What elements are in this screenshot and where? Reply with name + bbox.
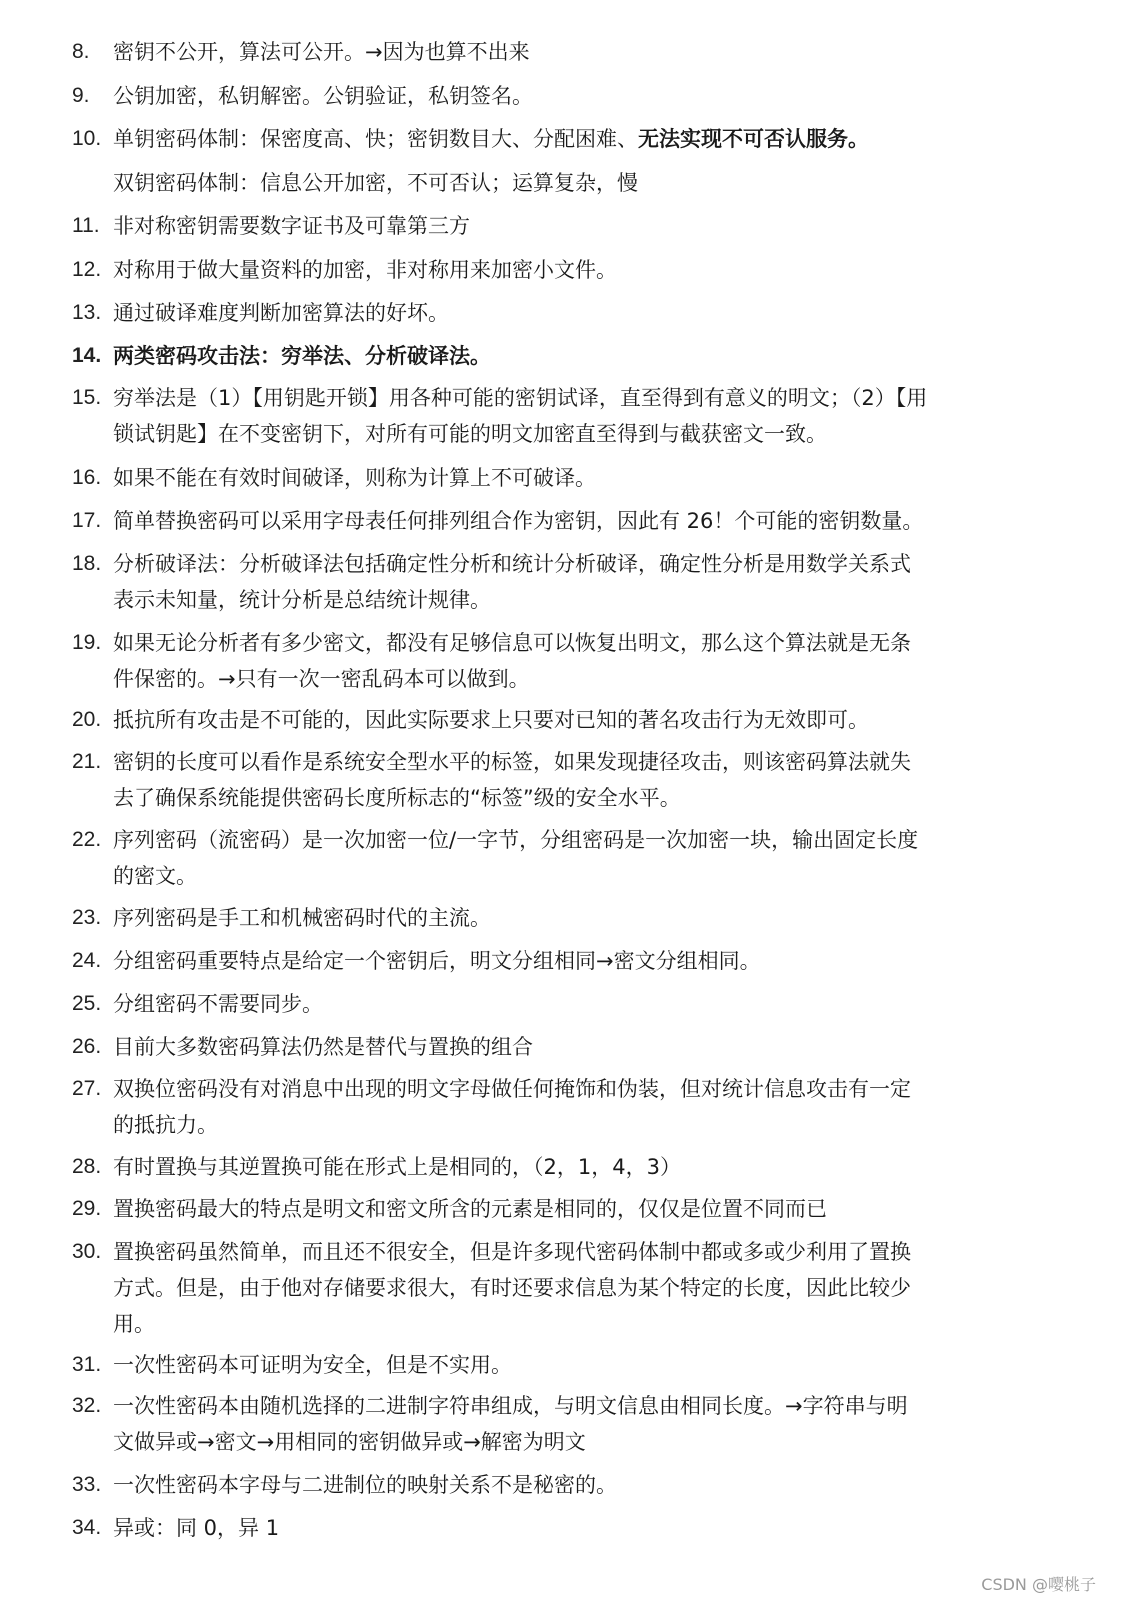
item-line: 一次性密码本可证明为安全，但是不实用。 (113, 1353, 512, 1377)
item-number: 11. (72, 214, 100, 237)
item-number: 8. (72, 40, 90, 63)
item-line (113, 127, 1013, 171)
item-text (113, 509, 1013, 545)
item-number: 25. (72, 992, 102, 1015)
item-number: 9. (72, 84, 90, 107)
item-line: 一次性密码本由随机选择的二进制字符串组成，与明文信息由相同长度。→字符串与明 (113, 1394, 908, 1418)
item-number: 14. (72, 344, 102, 367)
item-number: 24. (72, 949, 102, 972)
item-text (113, 708, 1013, 744)
item-number: 22. (72, 828, 102, 851)
item-text (113, 466, 1013, 502)
item-line: 的密文。 (113, 864, 197, 888)
item-number: 12. (72, 258, 102, 281)
item-text (113, 127, 1013, 207)
item-line: 异或：同 0，异 1 (113, 1516, 280, 1540)
item-line: 序列密码（流密码）是一次加密一位/一字节，分组密码是一次加密一块，输出固定长度 (113, 828, 919, 852)
item-line: 表示未知量，统计分析是总结统计规律。 (113, 588, 491, 612)
item-line-emphasis: 无法实现不可否认服务。 (638, 127, 869, 151)
item-text (113, 386, 1013, 458)
item-line-normal: 单钥密码体制：保密度高、快；密钥数目大、分配困难、 (113, 127, 638, 151)
item-line: 如果不能在有效时间破译，则称为计算上不可破译。 (113, 466, 596, 490)
item-text (113, 1394, 1013, 1466)
item-line: 简单替换密码可以采用字母表任何排列组合作为密钥，因此有 26！个可能的密钥数量。 (113, 509, 924, 533)
item-text (113, 1035, 1013, 1071)
item-line: 方式。但是，由于他对存储要求很大，有时还要求信息为某个特定的长度，因此比较少 (113, 1276, 911, 1300)
item-text (113, 949, 1013, 985)
watermark: CSDN @嘤桃子 (981, 1575, 1096, 1594)
item-text (113, 1240, 1013, 1348)
item-number: 18. (72, 552, 102, 575)
item-line: 用。 (113, 1312, 155, 1336)
item-line: 分组密码重要特点是给定一个密钥后，明文分组相同→密文分组相同。 (113, 949, 761, 973)
item-number: 28. (72, 1155, 102, 1178)
item-text (113, 828, 1013, 900)
item-text (113, 1473, 1013, 1509)
item-line: 置换密码最大的特点是明文和密文所含的元素是相同的，仅仅是位置不同而已 (113, 1197, 827, 1221)
item-text (113, 631, 1013, 703)
item-number: 31. (72, 1353, 102, 1376)
item-text (113, 1155, 1013, 1191)
item-text (113, 84, 1013, 120)
item-line: 对称用于做大量资料的加密，非对称用来加密小文件。 (113, 258, 617, 282)
item-line: 两类密码攻击法：穷举法、分析破译法。 (113, 344, 491, 368)
item-line: 分析破译法：分析破译法包括确定性分析和统计分析破译，确定性分析是用数学关系式 (113, 552, 911, 576)
item-number: 23. (72, 906, 102, 929)
item-line: 的抵抗力。 (113, 1113, 218, 1137)
item-line: 密钥不公开，算法可公开。→因为也算不出来 (113, 40, 530, 64)
item-text (113, 40, 1013, 76)
item-text (113, 1353, 1013, 1389)
item-text (113, 1197, 1013, 1233)
item-line: 穷举法是（1）【用钥匙开锁】用各种可能的密钥试译，直至得到有意义的明文；（2）【用 (113, 386, 928, 410)
item-text (113, 992, 1013, 1028)
item-number: 13. (72, 301, 102, 324)
item-line: 目前大多数密码算法仍然是替代与置换的组合 (113, 1035, 533, 1059)
item-line: 如果无论分析者有多少密文，都没有足够信息可以恢复出明文，那么这个算法就是无条 (113, 631, 911, 655)
item-number: 27. (72, 1077, 102, 1100)
item-line: 抵抗所有攻击是不可能的，因此实际要求上只要对已知的著名攻击行为无效即可。 (113, 708, 869, 732)
item-number: 30. (72, 1240, 102, 1263)
item-line: 公钥加密，私钥解密。公钥验证，私钥签名。 (113, 84, 533, 108)
item-line: 去了确保系统能提供密码长度所标志的“标签”级的安全水平。 (113, 786, 681, 810)
item-line: 锁试钥匙】在不变密钥下，对所有可能的明文加密直至得到与截获密文一致。 (113, 422, 827, 446)
item-line: 有时置换与其逆置换可能在形式上是相同的，（2，1，4，3） (113, 1155, 681, 1179)
item-line: 非对称密钥需要数字证书及可靠第三方 (113, 214, 470, 238)
item-text (113, 214, 1013, 250)
item-number: 15. (72, 386, 102, 409)
item-line: 序列密码是手工和机械密码时代的主流。 (113, 906, 491, 930)
item-text (113, 906, 1013, 942)
item-number: 17. (72, 509, 102, 532)
item-text (113, 344, 1013, 380)
item-line: 通过破译难度判断加密算法的好坏。 (113, 301, 449, 325)
item-line: 一次性密码本字母与二进制位的映射关系不是秘密的。 (113, 1473, 617, 1497)
item-text (113, 258, 1013, 294)
item-number: 33. (72, 1473, 102, 1496)
item-text (113, 750, 1013, 822)
item-number: 10. (72, 127, 102, 150)
item-line: 密钥的长度可以看作是系统安全型水平的标签，如果发现捷径攻击，则该密码算法就失 (113, 750, 911, 774)
item-line: 置换密码虽然简单，而且还不很安全，但是许多现代密码体制中都或多或少利用了置换 (113, 1240, 911, 1264)
item-text (113, 1077, 1013, 1149)
item-line: 双换位密码没有对消息中出现的明文字母做任何掩饰和伪装，但对统计信息攻击有一定 (113, 1077, 911, 1101)
item-number: 19. (72, 631, 102, 654)
item-text (113, 301, 1013, 337)
item-number: 16. (72, 466, 102, 489)
item-number: 26. (72, 1035, 102, 1058)
item-line: 文做异或→密文→用相同的密钥做异或→解密为明文 (113, 1430, 586, 1454)
item-line: 双钥密码体制：信息公开加密，不可否认；运算复杂，慢 (113, 171, 638, 195)
item-text (113, 1516, 1013, 1552)
item-number: 34. (72, 1516, 102, 1539)
item-text (113, 552, 1013, 624)
item-number: 21. (72, 750, 102, 773)
item-line: 分组密码不需要同步。 (113, 992, 323, 1016)
item-number: 29. (72, 1197, 102, 1220)
item-number: 20. (72, 708, 102, 731)
item-line: 件保密的。→只有一次一密乱码本可以做到。 (113, 667, 530, 691)
item-number: 32. (72, 1394, 102, 1417)
